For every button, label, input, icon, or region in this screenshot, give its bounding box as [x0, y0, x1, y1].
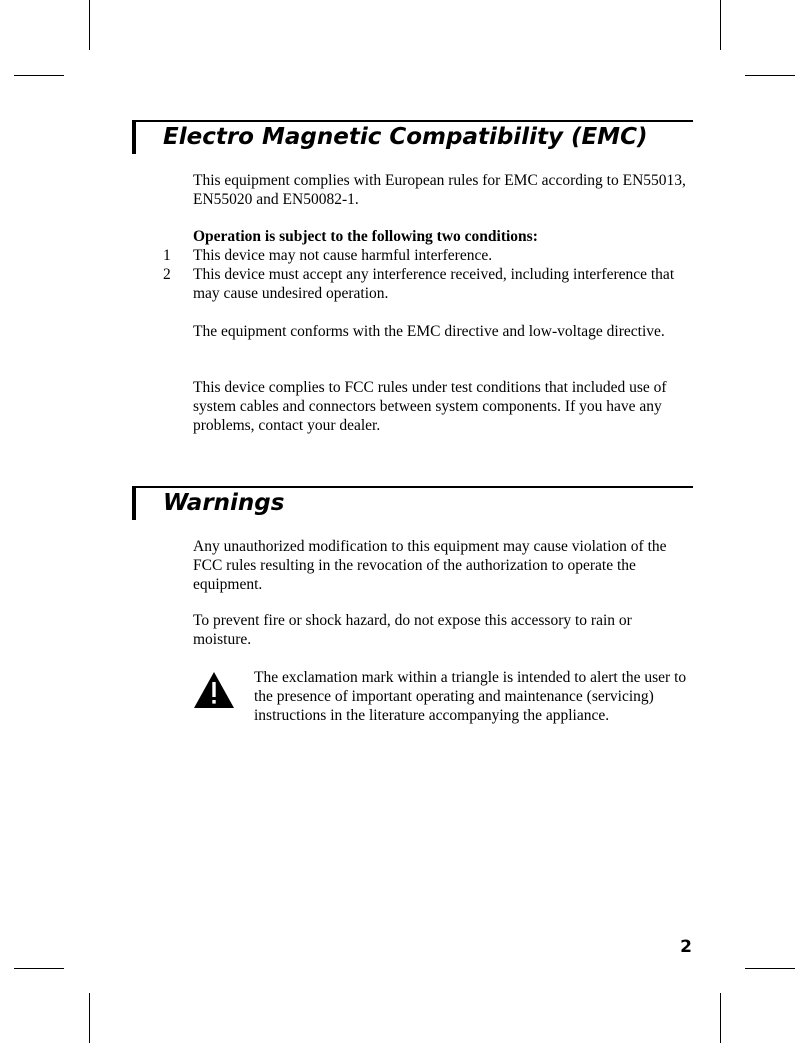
- emc-directive-paragraph: The equipment conforms with the EMC directive and low-voltage directive.: [193, 323, 665, 340]
- warnings-heading: Warnings: [163, 490, 285, 516]
- warnings-section-header: [132, 486, 693, 520]
- list-item-number: 1: [163, 247, 171, 264]
- page-number: 2: [680, 937, 692, 957]
- emc-intro-paragraph: This equipment complies with European rules for EMC according to EN55013, EN55020 and EN50082-1.: [193, 172, 686, 208]
- list-item-text: This device must accept any interference received, including interference that may cause undesired operation.: [193, 266, 675, 302]
- crop-mark-bottom-left-horizontal: [14, 968, 64, 969]
- warning-symbol-explanation: The exclamation mark within a triangle is intended to alert the user to the presence of important operating and maintenance (servicing) instructions in the literature accompanying the appliance.: [254, 669, 687, 724]
- crop-mark-bottom-right-vertical: [720, 993, 721, 1043]
- warning-triangle-icon: [193, 671, 235, 709]
- crop-mark-bottom-right-horizontal: [745, 968, 795, 969]
- conditions-list: [163, 246, 703, 303]
- modification-warning-paragraph: Any unauthorized modification to this equipment may cause violation of the FCC rules resulting in the revocation of the authorization to operate the equipment.: [193, 538, 667, 593]
- emc-section-header: [132, 120, 693, 154]
- list-item-text: This device may not cause harmful interference.: [193, 247, 493, 264]
- crop-mark-top-left-vertical: [89, 0, 90, 50]
- emc-heading: Electro Magnetic Compatibility (EMC): [163, 124, 648, 150]
- crop-mark-top-right-vertical: [720, 0, 721, 50]
- list-item: [163, 265, 703, 303]
- crop-mark-top-right-horizontal: [745, 75, 795, 76]
- crop-mark-top-left-horizontal: [14, 75, 64, 76]
- crop-mark-bottom-left-vertical: [89, 993, 90, 1043]
- fire-hazard-paragraph: To prevent fire or shock hazard, do not expose this accessory to rain or moisture.: [193, 612, 632, 648]
- conditions-title: Operation is subject to the following two conditions:: [193, 228, 538, 245]
- fcc-compliance-paragraph: This device complies to FCC rules under test conditions that included use of system cables and connectors between system components. If you have any problems, contact your dealer.: [193, 379, 667, 434]
- list-item-number: 2: [163, 266, 171, 283]
- list-item: [163, 246, 703, 265]
